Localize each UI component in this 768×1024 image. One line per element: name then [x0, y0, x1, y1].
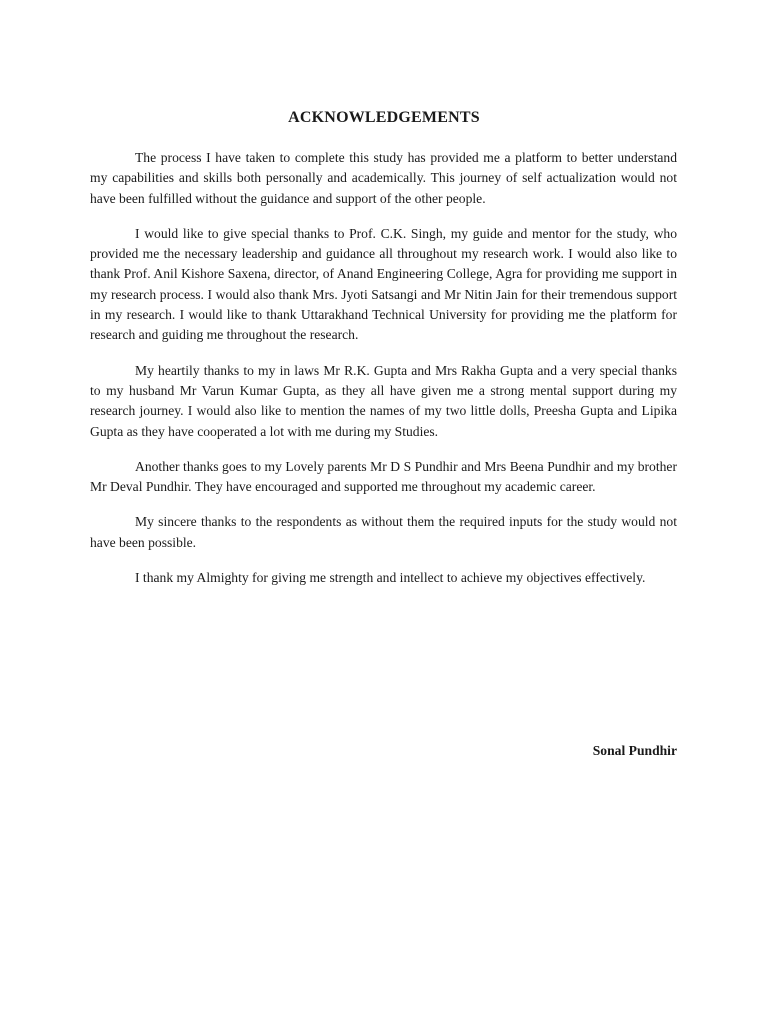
page-title: ACKNOWLEDGEMENTS	[288, 109, 480, 126]
paragraph-almighty-thanks: I thank my Almighty for giving me strength and intellect to achieve my objectives effectively.	[135, 570, 646, 586]
paragraph-family-thanks: My heartily thanks to my in laws Mr R.K. Gupta and Mrs Rakha Gupta and a very special thanks to my husband Mr Varun Kumar Gupta, as they all have given me a strong mental support during my research journey. I would also like to mention the names of my two little dolls, Preesha Gupta and Lipika Gupta as they have cooperated a lot with me during my Studies.	[90, 362, 677, 439]
paragraph-guide-thanks: I would like to give special thanks to Prof. C.K. Singh, my guide and mentor for the study, who provided me the necessary leadership and guidance all throughout my research work. I would also like to thank Prof. Anil Kishore Saxena, director, of Anand Engineering College, Agra for providing me support in my research process. I would also thank Mrs. Jyoti Satsangi and Mr Nitin Jain for their tremendous support in my research. I would like to thank Uttarakhand Technical University for providing me the platform for research and guiding me throughout the research.	[90, 225, 677, 343]
paragraph-parents-thanks: Another thanks goes to my Lovely parents Mr D S Pundhir and Mrs Beena Pundhir and my brother Mr Deval Pundhir. They have encouraged and supported me throughout my academic career.	[90, 458, 677, 495]
author-signature: Sonal Pundhir	[592, 743, 677, 758]
paragraph-study-process: The process I have taken to complete this study has provided me a platform to better understand my capabilities and skills both personally and academically. This journey of self actualization would not have been fulfilled without the guidance and support of the other people.	[90, 150, 677, 206]
acknowledgement-body	[90, 148, 677, 603]
paragraph-respondents-thanks: My sincere thanks to the respondents as without them the required inputs for the study would not have been possible.	[90, 514, 677, 550]
